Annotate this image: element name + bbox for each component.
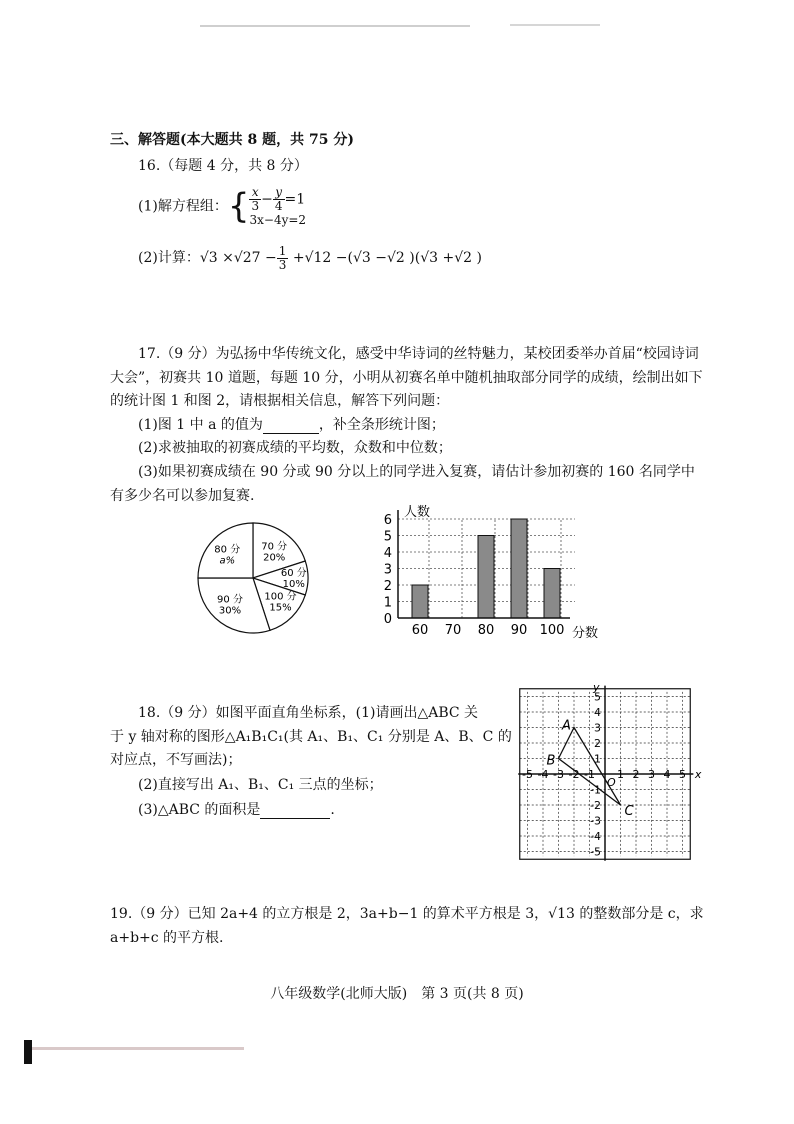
- q19-line1: 19.（9 分）已知 2a+4 的立方根是 2，3a+b−1 的算术平方根是 3，√13 的整数部分是 c，求: [110, 906, 704, 922]
- q16-heading: 16.（每题 4 分，共 8 分）: [138, 158, 308, 174]
- x-tick--3: -3: [553, 768, 564, 781]
- y-axis-label: y: [593, 681, 600, 695]
- q16-part1-label: (1)解方程组：: [138, 198, 228, 215]
- q16-part2-expr-a: √3 ×√27 −: [199, 250, 277, 266]
- bar-x-ticks: [412, 623, 565, 638]
- equation-2: 3x−4y=2: [249, 213, 307, 227]
- bar-y-tick-6: 6: [383, 513, 392, 528]
- q17-sub2: (2)求被抽取的初赛成绩的平均数，众数和中位数；: [138, 440, 452, 456]
- equation-1: $\frac{x}{3}$ − $\frac{y}{4}$ =1: [251, 185, 306, 213]
- q18-line3: 对应点，不写画法)；: [110, 752, 242, 768]
- scan-artifact-top-2: [510, 24, 600, 26]
- bar-90: [511, 519, 527, 618]
- bar-y-tick-1: 1: [383, 595, 392, 611]
- y-tick--2: -2: [590, 799, 601, 812]
- q17-line2: 大会”，初赛共 10 道题，每题 10 分，小明从初赛名单中随机抽取部分同学的成绩，绘制出如下: [110, 370, 703, 386]
- vertex-label-A: A: [562, 718, 571, 734]
- pie-slice-pct-1: 10%: [282, 579, 305, 590]
- q18-sub2: (2)直接写出 A₁、B₁、C₁ 三点的坐标；: [138, 777, 383, 793]
- vertex-label-B: B: [546, 753, 556, 769]
- bar-y-tick-0: 0: [383, 612, 392, 627]
- q16-part2-label: (2)计算：: [138, 250, 200, 266]
- bar-x-tick-60: 60: [411, 623, 429, 638]
- y-tick-3: 3: [594, 721, 601, 735]
- q18-line1: 18.（9 分）如图平面直角坐标系，(1)请画出△ABC 关: [138, 705, 479, 721]
- pie-slice-label-1: 60 分: [280, 568, 307, 579]
- answer-blank-a: [263, 419, 319, 434]
- bar-y-tick-5: 5: [383, 529, 392, 545]
- x-tick-3: 3: [648, 768, 655, 781]
- y-tick-4: 4: [594, 706, 601, 719]
- pie-slice-label-3: 90 分: [217, 594, 243, 606]
- bar-100: [544, 569, 560, 619]
- equation-system: [249, 186, 306, 227]
- q17-sub3a: (3)如果初赛成绩在 90 分或 90 分以上的同学进入复赛，请估计参加初赛的 160 名同学中: [138, 464, 695, 480]
- q19-line2: a+b+c 的平方根.: [110, 930, 224, 946]
- scan-artifact-bottom: [24, 1047, 244, 1050]
- bar-x-label: 分数: [572, 626, 599, 641]
- x-axis-label: x: [694, 768, 702, 781]
- scan-edge-mark: [24, 1040, 32, 1064]
- q16-part2-expr-b: +√12 −(√3 −√2 )(√3 +√2 ): [292, 250, 482, 266]
- pie-slice-label-0: 70 分: [261, 541, 288, 553]
- x-tick-4: 4: [663, 768, 671, 781]
- y-tick--1: -1: [590, 783, 601, 797]
- vertex-label-C: C: [624, 804, 634, 819]
- x-tick-1: 1: [617, 768, 624, 781]
- bar-chart: [370, 500, 610, 645]
- y-tick-2: 2: [594, 737, 601, 750]
- x-tick-5: 5: [679, 768, 686, 781]
- pie-slice-pct-0: 20%: [263, 552, 286, 564]
- pie-slice-pct-4: a%: [219, 555, 236, 567]
- system-brace: {: [227, 186, 250, 227]
- answer-blank-area: [260, 804, 330, 819]
- bar-80: [478, 536, 494, 619]
- q17-sub3b: 有多少名可以参加复赛.: [110, 488, 255, 504]
- bar-y-tick-3: 3: [383, 562, 392, 578]
- y-tick-5: 5: [594, 690, 601, 704]
- pie-chart: [190, 520, 320, 640]
- page-footer: 八年级数学(北师大版) 第 3 页(共 8 页): [270, 986, 524, 1002]
- bar-y-tick-4: 4: [383, 546, 392, 561]
- bar-x-tick-90: 90: [510, 623, 528, 638]
- q17-line1: 17.（9 分）为弘扬中华传统文化，感受中华诗词的丝特魅力，某校团委举办首届“校园诗词: [138, 346, 699, 362]
- q17-sub1: (1)图 1 中 a 的值为 ，补全条形统计图；: [138, 417, 445, 433]
- pie-slice-label-4: 80 分: [214, 544, 241, 556]
- q18-sub3: (3)△ABC 的面积是 .: [138, 802, 335, 818]
- bar-x-tick-70: 70: [444, 623, 462, 638]
- x-tick--1: -1: [584, 768, 595, 781]
- scan-artifact-top: [200, 25, 470, 27]
- pie-slice-label-2: 100 分: [264, 591, 297, 603]
- q18-line2: 于 y 轴对称的图形△A₁B₁C₁(其 A₁、B₁、C₁ 分别是 A、B、C 的: [110, 729, 512, 745]
- bar-x-tick-100: 100: [539, 623, 565, 638]
- fraction-y-over-4: $\frac{y}{4}$: [274, 185, 283, 213]
- x-tick--5: -5: [522, 768, 533, 781]
- y-tick--4: -4: [590, 830, 601, 843]
- coordinate-grid: [505, 678, 702, 859]
- y-tick-1: 1: [594, 752, 601, 766]
- pie-slice-pct-2: 15%: [269, 602, 292, 614]
- y-tick--5: -5: [590, 845, 601, 859]
- q16-part1: [138, 186, 306, 227]
- fraction-one-third: $\frac{1}{3}$: [278, 243, 287, 272]
- y-tick--3: -3: [590, 814, 601, 828]
- bar-y-ticks: [384, 513, 392, 627]
- section-title: 三、解答题(本大题共 8 题，共 75 分): [110, 132, 354, 148]
- bar-y-label: 人数: [404, 505, 431, 520]
- x-tick--2: -2: [568, 768, 580, 781]
- bar-y-tick-2: 2: [383, 579, 392, 594]
- x-tick--4: -4: [537, 768, 549, 781]
- bar-60: [412, 585, 428, 618]
- q16-part2: [138, 244, 482, 272]
- q17-line3: 的统计图 1 和图 2，请根据相关信息，解答下列问题：: [110, 393, 450, 409]
- bar-x-tick-80: 80: [477, 623, 495, 638]
- origin-label: O: [607, 776, 616, 789]
- fraction-x-over-3: $\frac{x}{3}$: [251, 185, 260, 213]
- pie-slice-pct-3: 30%: [218, 605, 242, 617]
- x-tick-2: 2: [632, 768, 640, 781]
